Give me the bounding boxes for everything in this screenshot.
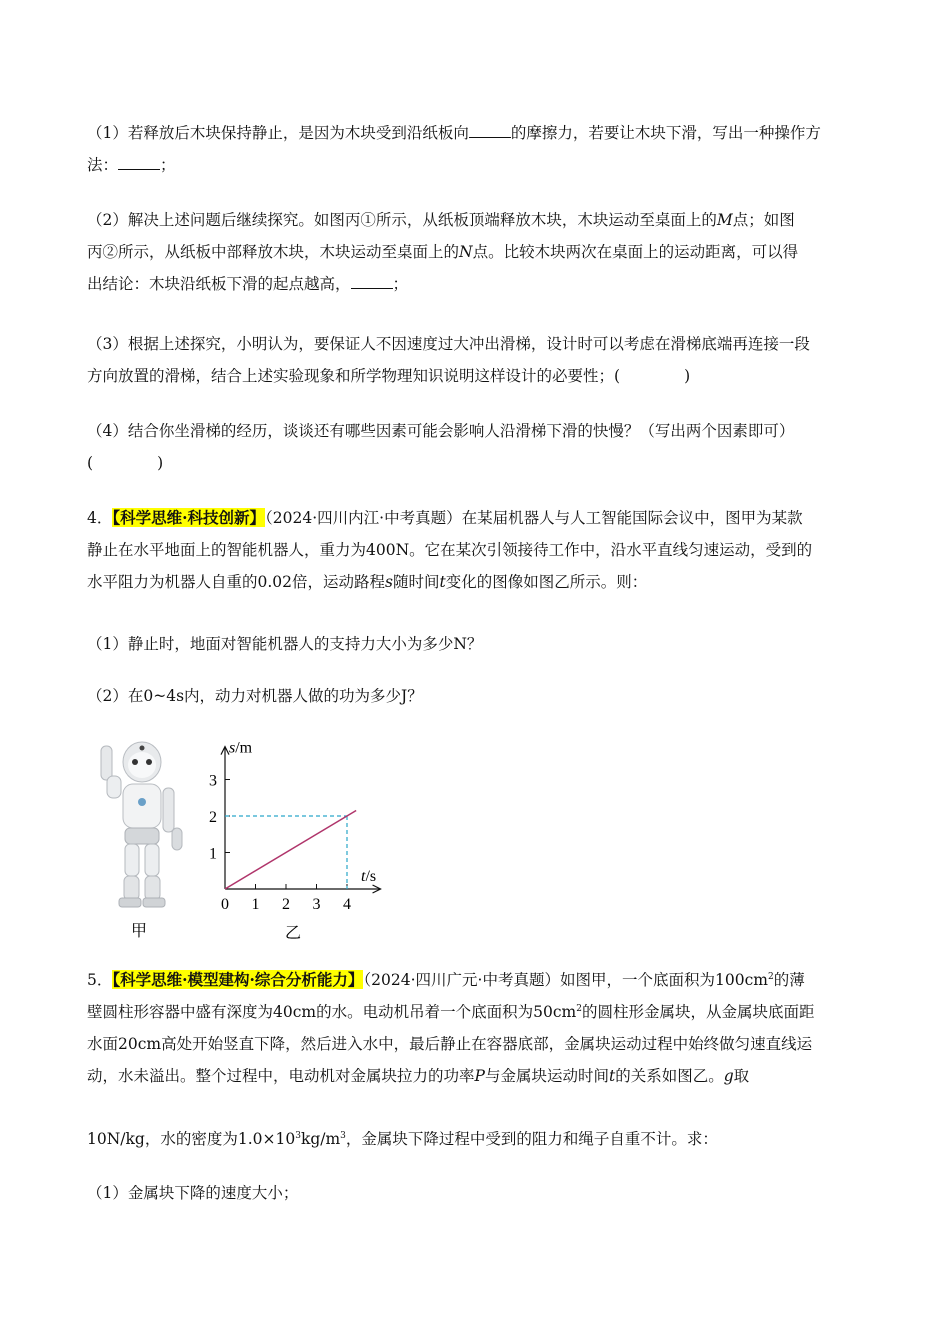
q5-text-b: 的薄: [773, 971, 805, 989]
var-s: s: [385, 573, 393, 591]
st-graph: [209, 740, 381, 913]
q4-text: （2024·四川内江·中考真题）在某届机器人与人工智能国际会议中，图甲为某款: [265, 509, 803, 527]
robot-illustration: [101, 742, 182, 907]
circled-one: ①: [360, 211, 376, 229]
q4-figure: [87, 732, 427, 947]
x-tick-label: 2: [282, 896, 290, 913]
q3-part2-text-h: ；: [392, 275, 409, 293]
q5-text-f: 动，水未溢出。整个过程中，电动机对金属块拉力的功率: [87, 1067, 475, 1085]
q5-density: 1.0×10: [237, 1130, 296, 1148]
fig-label-right: 乙: [284, 925, 302, 942]
q5-text-c: 壁圆柱形容器中盛有深度为40cm的水。电动机吊着一个底面积为: [87, 1003, 534, 1021]
q3-part2-text-g: 出结论：木块沿纸板下滑的起点越高，: [87, 275, 351, 293]
question-number: 5．: [87, 971, 113, 989]
q4-sub1-text: （1）静止时，地面对智能机器人的支持力大小为多少N？: [87, 635, 483, 653]
q5-line5: [87, 1123, 877, 1155]
q3-part2: [87, 204, 877, 300]
q5-text-j: 10N/kg，水的密度为: [87, 1130, 238, 1148]
q3-part1-text-d: ；: [160, 156, 176, 174]
q3-part3-text-c: ): [684, 367, 691, 385]
q3-part1-text: （1）若释放后木块保持静止，是因为木块受到沿纸板向: [87, 124, 469, 142]
series-line: [225, 811, 356, 889]
q5-sup: 3: [295, 1130, 301, 1141]
q5-text-d: 的圆柱形金属块，从金属块底面距: [581, 1003, 815, 1021]
q5-area1: 100cm: [714, 971, 768, 989]
circled-two: ②: [102, 243, 119, 261]
y-tick-label: 1: [209, 845, 217, 863]
q3-part1-text-c: 法：: [87, 156, 119, 174]
q5-text-e: 水面20cm高处开始竖直下降，然后进入水中，最后静止在容器底部，金属块运动过程中始终做匀速直线运: [87, 1035, 813, 1053]
x-tick-label: 0: [221, 896, 229, 913]
y-tick-label: 3: [209, 772, 217, 790]
q5-sup: 2: [767, 971, 774, 982]
q5-sup: 2: [576, 1003, 582, 1014]
q5-sub1: [87, 1177, 877, 1209]
q5-area2: 50cm: [533, 1003, 577, 1021]
fig-label-left: 甲: [130, 923, 148, 940]
q5-sub1-text: （1）金属块下降的速度大小；: [87, 1184, 299, 1202]
q4-text-c: 水平阻力为机器人自重的0.02倍，运动路程: [87, 573, 386, 591]
q3-part2-text-c: 点；如图: [732, 211, 795, 229]
q3-part3-text: （3）根据上述探究，小明认为，要保证人不因速度过大冲出滑梯，设计时可以考虑在滑梯底端再连接一段: [87, 335, 810, 353]
q4-sub2-text: （2）在0~4s内，动力对机器人做的功为多少J？: [87, 687, 423, 705]
question-tag: 【科学思维·模型建构·综合分析能力】: [112, 970, 364, 989]
q4-text-d: 随时间: [392, 573, 440, 591]
q3-part2-text-e: 所示，从纸板中部释放木块，木块运动至桌面上的: [118, 243, 460, 261]
question-tag: 【科学思维·科技创新】: [112, 508, 266, 527]
var-g: g: [723, 1067, 734, 1085]
question-number: 4．: [87, 509, 113, 527]
q4-sub2: [87, 680, 877, 712]
y-axis-label: s/m: [229, 739, 253, 757]
q3-part2-text: （2）解决上述问题后继续探究。如图丙: [87, 211, 361, 229]
x-tick-label: 1: [251, 896, 260, 913]
q3-part3-text-b: 方向放置的滑梯，结合上述实验现象和所学物理知识说明这样设计的必要性；(: [87, 367, 621, 385]
q3-part3: [87, 328, 877, 392]
q3-part2-text-d: 丙: [87, 243, 103, 261]
q5-text-k: ，金属块下降过程中受到的阻力和绳子自重不计。求：: [345, 1130, 718, 1148]
q3-part4-text: （4）结合你坐滑梯的经历，谈谈还有哪些因素可能会影响人沿滑梯下滑的快慢？（写出两个因素即可）: [87, 422, 795, 440]
point-n: N: [459, 243, 473, 261]
answer-blank[interactable]: [351, 274, 393, 289]
q4-text-e: 变化的图像如图乙所示。则：: [445, 573, 648, 591]
q4-figure-svg: [87, 732, 427, 947]
q5-text-g: 与金属块运动时间: [484, 1067, 609, 1085]
y-tick-label: 2: [209, 809, 217, 826]
x-tick-label: 3: [312, 896, 321, 913]
q3-part4-text-c: ): [157, 454, 164, 472]
answer-blank[interactable]: [118, 155, 160, 170]
answer-blank[interactable]: [469, 123, 511, 138]
q5-sup: 3: [340, 1130, 346, 1141]
q5-text-h: 的关系如图乙。: [615, 1067, 724, 1085]
var-t: t: [608, 1067, 616, 1085]
q4-text-b: 静止在水平地面上的智能机器人，重力为400N。它在某次引领接待工作中，沿水平直线匀速运动，受到的: [87, 541, 813, 559]
q5-text-i: 取: [733, 1067, 750, 1085]
question-4: [87, 502, 877, 598]
q5-density-unit: kg/m: [300, 1130, 341, 1148]
q3-part1: [87, 117, 877, 181]
q4-sub1: [87, 628, 877, 660]
var-t: t: [439, 573, 446, 591]
var-p: P: [474, 1067, 485, 1085]
x-axis-label: t/s: [360, 868, 377, 885]
q3-part1-text-b: 的摩擦力，若要让木块下滑，写出一种操作方: [510, 124, 821, 142]
point-m: M: [716, 211, 733, 229]
question-5: [87, 964, 877, 1092]
x-tick-label: 4: [343, 896, 351, 913]
q3-part4-text-b: (: [87, 454, 94, 472]
q3-part4: [87, 415, 877, 479]
q3-part2-text-b: 所示，从纸板顶端释放木块，木块运动至桌面上的: [375, 211, 717, 229]
q3-part2-text-f: 点。比较木块两次在桌面上的运动距离，可以得: [472, 243, 799, 261]
q5-text: （2024·四川广元·中考真题）如图甲，一个底面积为: [363, 971, 715, 989]
